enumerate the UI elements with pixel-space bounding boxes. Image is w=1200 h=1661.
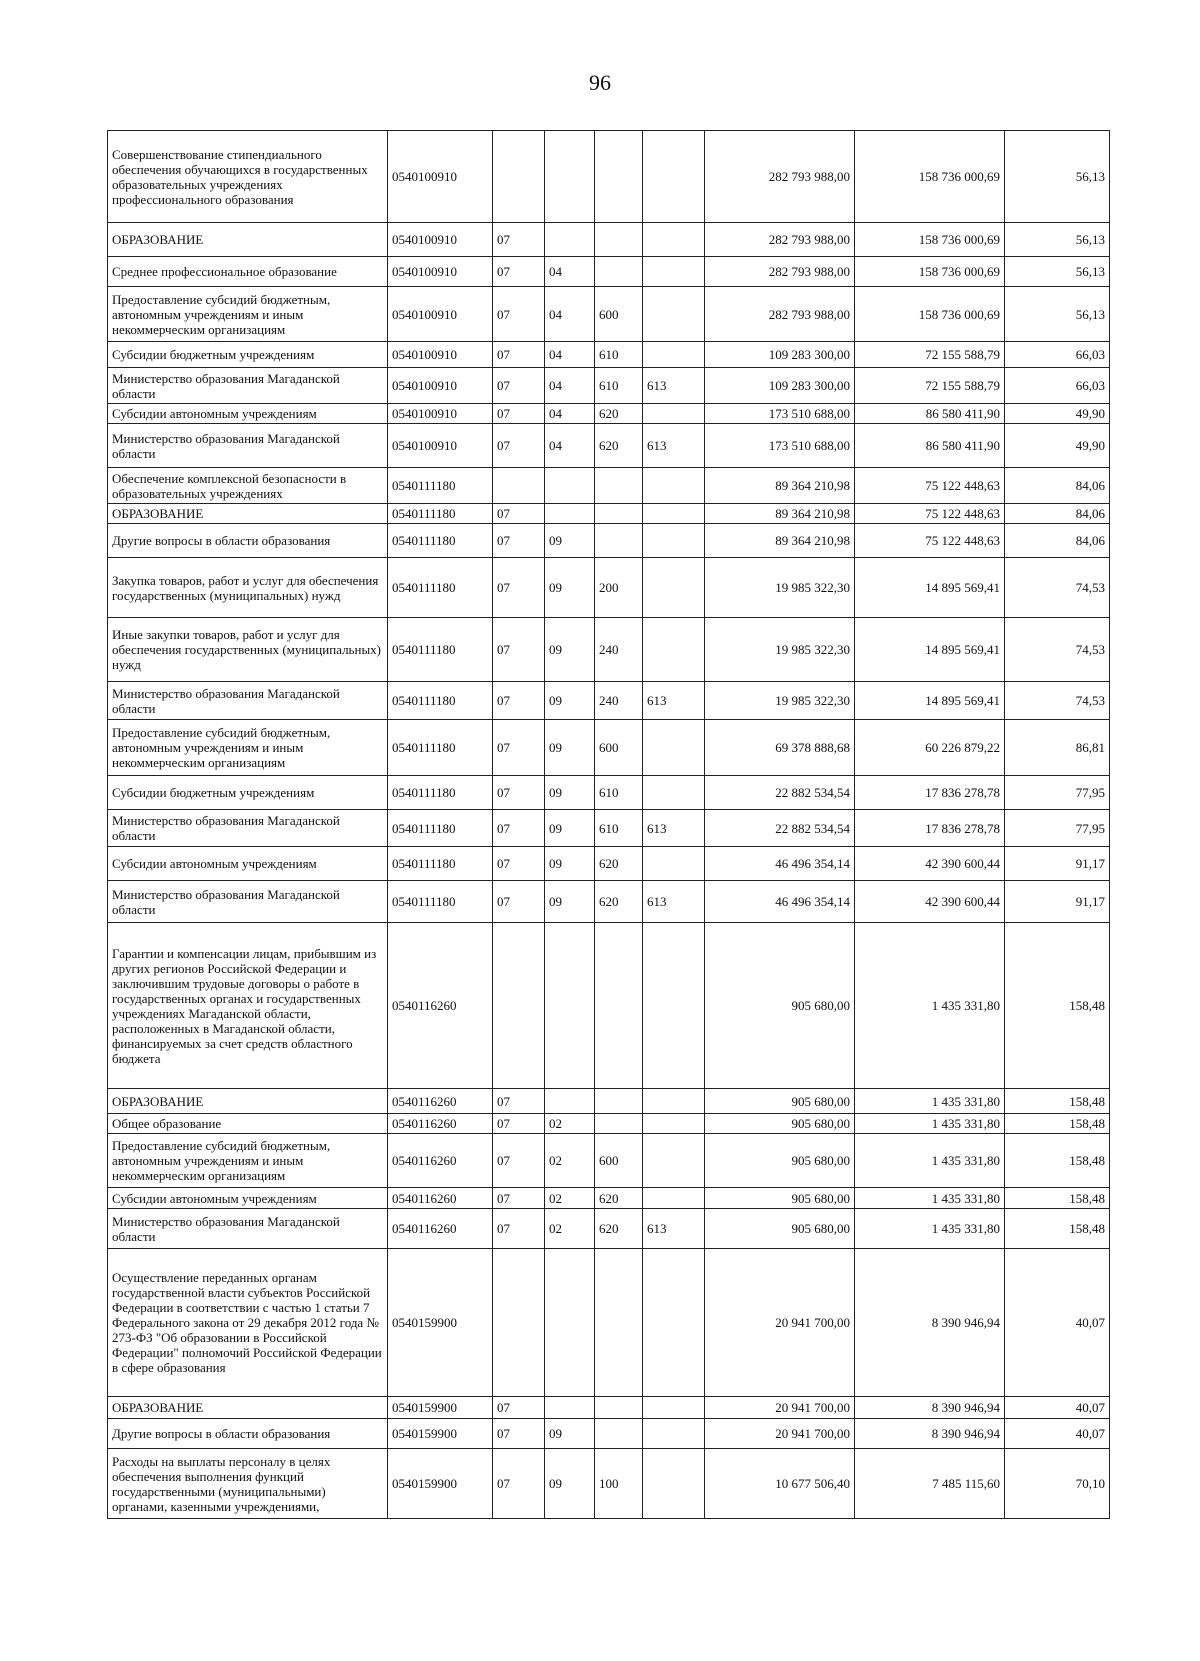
row-expense-type: 610 bbox=[595, 776, 643, 810]
table-row bbox=[108, 810, 1110, 847]
table-row bbox=[108, 368, 1110, 404]
row-grbs-code bbox=[643, 1249, 705, 1397]
row-expense-type: 610 bbox=[595, 810, 643, 847]
row-section: 07 bbox=[493, 342, 545, 368]
row-grbs-code bbox=[643, 923, 705, 1089]
row-execution-percent: 84,06 bbox=[1005, 504, 1110, 524]
row-actual-amount: 158 736 000,69 bbox=[855, 257, 1005, 287]
row-target-code: 0540100910 bbox=[388, 223, 493, 257]
row-name: Субсидии автономным учреждениям bbox=[108, 1188, 388, 1209]
row-actual-amount: 158 736 000,69 bbox=[855, 287, 1005, 342]
row-section: 07 bbox=[493, 257, 545, 287]
row-subsection: 04 bbox=[545, 368, 595, 404]
table-row bbox=[108, 558, 1110, 618]
row-name: Субсидии бюджетным учреждениям bbox=[108, 776, 388, 810]
row-expense-type bbox=[595, 923, 643, 1089]
row-section: 07 bbox=[493, 1134, 545, 1188]
row-expense-type bbox=[595, 524, 643, 558]
row-name: Совершенствование стипендиального обеспечения обучающихся в государственных образовательных учреждениях профессионального образования bbox=[108, 131, 388, 223]
row-actual-amount: 8 390 946,94 bbox=[855, 1249, 1005, 1397]
row-section: 07 bbox=[493, 847, 545, 881]
table-row bbox=[108, 504, 1110, 524]
row-expense-type bbox=[595, 1419, 643, 1449]
row-target-code: 0540111180 bbox=[388, 847, 493, 881]
row-plan-amount: 905 680,00 bbox=[705, 923, 855, 1089]
row-grbs-code bbox=[643, 1449, 705, 1519]
row-section bbox=[493, 923, 545, 1089]
row-plan-amount: 905 680,00 bbox=[705, 1188, 855, 1209]
row-execution-percent: 84,06 bbox=[1005, 524, 1110, 558]
row-execution-percent: 84,06 bbox=[1005, 468, 1110, 504]
row-actual-amount: 1 435 331,80 bbox=[855, 1114, 1005, 1134]
row-execution-percent: 158,48 bbox=[1005, 1134, 1110, 1188]
row-name: Субсидии автономным учреждениям bbox=[108, 404, 388, 424]
row-subsection bbox=[545, 131, 595, 223]
row-section: 07 bbox=[493, 558, 545, 618]
row-name: ОБРАЗОВАНИЕ bbox=[108, 504, 388, 524]
row-expense-type bbox=[595, 1114, 643, 1134]
row-actual-amount: 75 122 448,63 bbox=[855, 524, 1005, 558]
row-name: ОБРАЗОВАНИЕ bbox=[108, 223, 388, 257]
table-row bbox=[108, 287, 1110, 342]
row-expense-type: 610 bbox=[595, 368, 643, 404]
row-plan-amount: 109 283 300,00 bbox=[705, 342, 855, 368]
row-execution-percent: 77,95 bbox=[1005, 810, 1110, 847]
row-subsection: 02 bbox=[545, 1114, 595, 1134]
row-actual-amount: 86 580 411,90 bbox=[855, 404, 1005, 424]
row-execution-percent: 49,90 bbox=[1005, 424, 1110, 468]
table-row bbox=[108, 1449, 1110, 1519]
row-expense-type: 600 bbox=[595, 720, 643, 776]
row-target-code: 0540100910 bbox=[388, 287, 493, 342]
table-row bbox=[108, 468, 1110, 504]
table-row bbox=[108, 682, 1110, 720]
row-subsection bbox=[545, 504, 595, 524]
row-plan-amount: 905 680,00 bbox=[705, 1134, 855, 1188]
row-section: 07 bbox=[493, 404, 545, 424]
row-target-code: 0540116260 bbox=[388, 1209, 493, 1249]
row-target-code: 0540116260 bbox=[388, 1089, 493, 1114]
table-row bbox=[108, 618, 1110, 682]
row-target-code: 0540116260 bbox=[388, 1134, 493, 1188]
row-expense-type bbox=[595, 131, 643, 223]
row-plan-amount: 173 510 688,00 bbox=[705, 404, 855, 424]
row-plan-amount: 282 793 988,00 bbox=[705, 131, 855, 223]
row-expense-type: 240 bbox=[595, 682, 643, 720]
row-actual-amount: 8 390 946,94 bbox=[855, 1397, 1005, 1419]
row-grbs-code: 613 bbox=[643, 424, 705, 468]
row-name: ОБРАЗОВАНИЕ bbox=[108, 1089, 388, 1114]
row-target-code: 0540100910 bbox=[388, 368, 493, 404]
row-grbs-code bbox=[643, 524, 705, 558]
row-target-code: 0540116260 bbox=[388, 923, 493, 1089]
row-grbs-code bbox=[643, 287, 705, 342]
row-plan-amount: 19 985 322,30 bbox=[705, 682, 855, 720]
row-grbs-code bbox=[643, 223, 705, 257]
row-expense-type bbox=[595, 504, 643, 524]
row-name: Гарантии и компенсации лицам, прибывшим из других регионов Российской Федерации и заключившим трудовые договоры о работе в государственных органах и государственных учреждениях Магаданской области, расположенных в Магаданской области, финансируемых за счет средств областного бюджета bbox=[108, 923, 388, 1089]
row-execution-percent: 91,17 bbox=[1005, 847, 1110, 881]
row-section: 07 bbox=[493, 1188, 545, 1209]
row-section: 07 bbox=[493, 1089, 545, 1114]
row-section bbox=[493, 1249, 545, 1397]
row-actual-amount: 42 390 600,44 bbox=[855, 847, 1005, 881]
row-execution-percent: 74,53 bbox=[1005, 618, 1110, 682]
row-name: Министерство образования Магаданской области bbox=[108, 682, 388, 720]
row-expense-type bbox=[595, 1089, 643, 1114]
row-actual-amount: 60 226 879,22 bbox=[855, 720, 1005, 776]
row-target-code: 0540111180 bbox=[388, 776, 493, 810]
row-section: 07 bbox=[493, 524, 545, 558]
budget-execution-table bbox=[107, 130, 1110, 1519]
row-section: 07 bbox=[493, 1209, 545, 1249]
row-expense-type: 620 bbox=[595, 1188, 643, 1209]
row-name: Другие вопросы в области образования bbox=[108, 524, 388, 558]
row-section: 07 bbox=[493, 810, 545, 847]
table-row bbox=[108, 1089, 1110, 1114]
row-name: Среднее профессиональное образование bbox=[108, 257, 388, 287]
row-name: Предоставление субсидий бюджетным, автономным учреждениям и иным некоммерческим организациям bbox=[108, 1134, 388, 1188]
row-grbs-code bbox=[643, 776, 705, 810]
row-expense-type bbox=[595, 468, 643, 504]
row-plan-amount: 22 882 534,54 bbox=[705, 776, 855, 810]
row-execution-percent: 56,13 bbox=[1005, 131, 1110, 223]
row-target-code: 0540100910 bbox=[388, 342, 493, 368]
row-expense-type: 240 bbox=[595, 618, 643, 682]
row-grbs-code bbox=[643, 1114, 705, 1134]
row-grbs-code: 613 bbox=[643, 368, 705, 404]
table-row bbox=[108, 881, 1110, 923]
row-execution-percent: 40,07 bbox=[1005, 1397, 1110, 1419]
row-expense-type: 620 bbox=[595, 424, 643, 468]
row-subsection: 04 bbox=[545, 287, 595, 342]
row-actual-amount: 7 485 115,60 bbox=[855, 1449, 1005, 1519]
row-subsection: 09 bbox=[545, 524, 595, 558]
row-expense-type: 620 bbox=[595, 847, 643, 881]
table-row bbox=[108, 776, 1110, 810]
table-row bbox=[108, 720, 1110, 776]
row-actual-amount: 1 435 331,80 bbox=[855, 1089, 1005, 1114]
row-target-code: 0540100910 bbox=[388, 257, 493, 287]
table-row bbox=[108, 1209, 1110, 1249]
row-name: Закупка товаров, работ и услуг для обеспечения государственных (муниципальных) нужд bbox=[108, 558, 388, 618]
row-execution-percent: 56,13 bbox=[1005, 287, 1110, 342]
row-execution-percent: 158,48 bbox=[1005, 1188, 1110, 1209]
table-row bbox=[108, 1249, 1110, 1397]
table-body bbox=[108, 131, 1110, 1519]
row-grbs-code bbox=[643, 558, 705, 618]
row-actual-amount: 72 155 588,79 bbox=[855, 342, 1005, 368]
row-execution-percent: 158,48 bbox=[1005, 1209, 1110, 1249]
row-plan-amount: 20 941 700,00 bbox=[705, 1397, 855, 1419]
row-execution-percent: 40,07 bbox=[1005, 1419, 1110, 1449]
page-number: 96 bbox=[589, 70, 611, 95]
table-row bbox=[108, 923, 1110, 1089]
row-actual-amount: 1 435 331,80 bbox=[855, 1188, 1005, 1209]
row-execution-percent: 66,03 bbox=[1005, 342, 1110, 368]
row-target-code: 0540111180 bbox=[388, 558, 493, 618]
table-row bbox=[108, 404, 1110, 424]
row-plan-amount: 19 985 322,30 bbox=[705, 618, 855, 682]
row-subsection bbox=[545, 1249, 595, 1397]
row-name: Министерство образования Магаданской области bbox=[108, 368, 388, 404]
row-subsection bbox=[545, 1397, 595, 1419]
row-grbs-code: 613 bbox=[643, 810, 705, 847]
table-row bbox=[108, 257, 1110, 287]
row-section: 07 bbox=[493, 720, 545, 776]
row-grbs-code bbox=[643, 618, 705, 682]
row-subsection: 04 bbox=[545, 342, 595, 368]
row-grbs-code bbox=[643, 404, 705, 424]
row-plan-amount: 282 793 988,00 bbox=[705, 223, 855, 257]
row-actual-amount: 86 580 411,90 bbox=[855, 424, 1005, 468]
row-target-code: 0540111180 bbox=[388, 881, 493, 923]
row-subsection: 09 bbox=[545, 847, 595, 881]
row-section: 07 bbox=[493, 223, 545, 257]
row-section: 07 bbox=[493, 1114, 545, 1134]
row-plan-amount: 282 793 988,00 bbox=[705, 287, 855, 342]
row-name: Иные закупки товаров, работ и услуг для обеспечения государственных (муниципальных) нужд bbox=[108, 618, 388, 682]
table-row bbox=[108, 424, 1110, 468]
row-expense-type bbox=[595, 257, 643, 287]
row-name: Министерство образования Магаданской области bbox=[108, 424, 388, 468]
row-actual-amount: 42 390 600,44 bbox=[855, 881, 1005, 923]
row-expense-type: 620 bbox=[595, 404, 643, 424]
row-grbs-code bbox=[643, 1397, 705, 1419]
row-grbs-code bbox=[643, 131, 705, 223]
row-subsection: 09 bbox=[545, 558, 595, 618]
row-actual-amount: 14 895 569,41 bbox=[855, 618, 1005, 682]
row-name: Расходы на выплаты персоналу в целях обеспечения выполнения функций государственными (муниципальными) органами, казенными учреждениями, bbox=[108, 1449, 388, 1519]
row-execution-percent: 74,53 bbox=[1005, 558, 1110, 618]
row-expense-type bbox=[595, 223, 643, 257]
row-grbs-code bbox=[643, 1419, 705, 1449]
row-name: Предоставление субсидий бюджетным, автономным учреждениям и иным некоммерческим организациям bbox=[108, 287, 388, 342]
row-execution-percent: 77,95 bbox=[1005, 776, 1110, 810]
row-subsection: 09 bbox=[545, 618, 595, 682]
row-execution-percent: 56,13 bbox=[1005, 223, 1110, 257]
row-section: 07 bbox=[493, 1449, 545, 1519]
row-actual-amount: 1 435 331,80 bbox=[855, 1209, 1005, 1249]
row-execution-percent: 49,90 bbox=[1005, 404, 1110, 424]
row-execution-percent: 74,53 bbox=[1005, 682, 1110, 720]
row-name: Другие вопросы в области образования bbox=[108, 1419, 388, 1449]
row-target-code: 0540159900 bbox=[388, 1419, 493, 1449]
row-plan-amount: 109 283 300,00 bbox=[705, 368, 855, 404]
row-plan-amount: 89 364 210,98 bbox=[705, 524, 855, 558]
row-execution-percent: 158,48 bbox=[1005, 1089, 1110, 1114]
row-subsection: 09 bbox=[545, 776, 595, 810]
row-name: Министерство образования Магаданской области bbox=[108, 1209, 388, 1249]
row-subsection bbox=[545, 1089, 595, 1114]
row-subsection: 09 bbox=[545, 810, 595, 847]
row-subsection: 02 bbox=[545, 1209, 595, 1249]
row-actual-amount: 158 736 000,69 bbox=[855, 223, 1005, 257]
row-target-code: 0540100910 bbox=[388, 424, 493, 468]
row-target-code: 0540116260 bbox=[388, 1114, 493, 1134]
row-expense-type bbox=[595, 1249, 643, 1397]
row-actual-amount: 75 122 448,63 bbox=[855, 504, 1005, 524]
row-plan-amount: 46 496 354,14 bbox=[705, 881, 855, 923]
row-section bbox=[493, 131, 545, 223]
table-row bbox=[108, 1114, 1110, 1134]
row-expense-type: 600 bbox=[595, 1134, 643, 1188]
row-subsection bbox=[545, 468, 595, 504]
row-plan-amount: 69 378 888,68 bbox=[705, 720, 855, 776]
table-row bbox=[108, 847, 1110, 881]
row-grbs-code: 613 bbox=[643, 1209, 705, 1249]
row-actual-amount: 8 390 946,94 bbox=[855, 1419, 1005, 1449]
row-execution-percent: 40,07 bbox=[1005, 1249, 1110, 1397]
row-section: 07 bbox=[493, 881, 545, 923]
row-execution-percent: 91,17 bbox=[1005, 881, 1110, 923]
row-name: Министерство образования Магаданской области bbox=[108, 881, 388, 923]
row-subsection: 04 bbox=[545, 404, 595, 424]
table-row bbox=[108, 1188, 1110, 1209]
row-plan-amount: 282 793 988,00 bbox=[705, 257, 855, 287]
row-target-code: 0540100910 bbox=[388, 404, 493, 424]
row-target-code: 0540111180 bbox=[388, 504, 493, 524]
row-target-code: 0540111180 bbox=[388, 468, 493, 504]
row-actual-amount: 1 435 331,80 bbox=[855, 923, 1005, 1089]
row-actual-amount: 14 895 569,41 bbox=[855, 682, 1005, 720]
row-execution-percent: 158,48 bbox=[1005, 1114, 1110, 1134]
row-actual-amount: 158 736 000,69 bbox=[855, 131, 1005, 223]
row-grbs-code bbox=[643, 342, 705, 368]
row-grbs-code bbox=[643, 847, 705, 881]
row-target-code: 0540111180 bbox=[388, 682, 493, 720]
row-name: Осуществление переданных органам государственной власти субъектов Российской Федерации в соответствии с частью 1 статьи 7 Федерального закона от 29 декабря 2012 года № 273-ФЗ "Об образовании в Российской Федерации" полномочий Российской Федерации в сфере образования bbox=[108, 1249, 388, 1397]
table-row bbox=[108, 1397, 1110, 1419]
table-row bbox=[108, 342, 1110, 368]
row-section: 07 bbox=[493, 504, 545, 524]
table-row bbox=[108, 524, 1110, 558]
row-name: Обеспечение комплексной безопасности в образовательных учреждениях bbox=[108, 468, 388, 504]
row-plan-amount: 22 882 534,54 bbox=[705, 810, 855, 847]
row-target-code: 0540116260 bbox=[388, 1188, 493, 1209]
row-section: 07 bbox=[493, 424, 545, 468]
row-name: Министерство образования Магаданской области bbox=[108, 810, 388, 847]
row-plan-amount: 10 677 506,40 bbox=[705, 1449, 855, 1519]
row-actual-amount: 17 836 278,78 bbox=[855, 810, 1005, 847]
row-name: Общее образование bbox=[108, 1114, 388, 1134]
row-grbs-code bbox=[643, 1089, 705, 1114]
row-target-code: 0540159900 bbox=[388, 1249, 493, 1397]
row-actual-amount: 1 435 331,80 bbox=[855, 1134, 1005, 1188]
row-subsection bbox=[545, 923, 595, 1089]
row-plan-amount: 19 985 322,30 bbox=[705, 558, 855, 618]
row-grbs-code bbox=[643, 504, 705, 524]
row-grbs-code bbox=[643, 720, 705, 776]
row-subsection: 09 bbox=[545, 881, 595, 923]
row-grbs-code bbox=[643, 1188, 705, 1209]
row-section: 07 bbox=[493, 368, 545, 404]
row-actual-amount: 72 155 588,79 bbox=[855, 368, 1005, 404]
row-name: Субсидии бюджетным учреждениям bbox=[108, 342, 388, 368]
row-expense-type: 620 bbox=[595, 881, 643, 923]
table-row bbox=[108, 1134, 1110, 1188]
table-row bbox=[108, 131, 1110, 223]
row-plan-amount: 905 680,00 bbox=[705, 1089, 855, 1114]
row-execution-percent: 158,48 bbox=[1005, 923, 1110, 1089]
row-target-code: 0540159900 bbox=[388, 1397, 493, 1419]
row-expense-type: 200 bbox=[595, 558, 643, 618]
row-plan-amount: 173 510 688,00 bbox=[705, 424, 855, 468]
row-section: 07 bbox=[493, 1419, 545, 1449]
table-row bbox=[108, 1419, 1110, 1449]
row-plan-amount: 20 941 700,00 bbox=[705, 1249, 855, 1397]
row-subsection: 02 bbox=[545, 1134, 595, 1188]
row-expense-type: 600 bbox=[595, 287, 643, 342]
row-actual-amount: 14 895 569,41 bbox=[855, 558, 1005, 618]
row-target-code: 0540100910 bbox=[388, 131, 493, 223]
row-section: 07 bbox=[493, 682, 545, 720]
row-subsection: 09 bbox=[545, 720, 595, 776]
row-grbs-code: 613 bbox=[643, 682, 705, 720]
row-actual-amount: 75 122 448,63 bbox=[855, 468, 1005, 504]
row-subsection: 02 bbox=[545, 1188, 595, 1209]
row-section: 07 bbox=[493, 776, 545, 810]
row-target-code: 0540111180 bbox=[388, 810, 493, 847]
row-expense-type: 620 bbox=[595, 1209, 643, 1249]
row-plan-amount: 89 364 210,98 bbox=[705, 468, 855, 504]
row-grbs-code bbox=[643, 257, 705, 287]
row-execution-percent: 70,10 bbox=[1005, 1449, 1110, 1519]
table-row bbox=[108, 223, 1110, 257]
row-plan-amount: 905 680,00 bbox=[705, 1114, 855, 1134]
row-subsection: 04 bbox=[545, 257, 595, 287]
row-plan-amount: 46 496 354,14 bbox=[705, 847, 855, 881]
row-plan-amount: 89 364 210,98 bbox=[705, 504, 855, 524]
row-section bbox=[493, 468, 545, 504]
row-name: Субсидии автономным учреждениям bbox=[108, 847, 388, 881]
row-execution-percent: 56,13 bbox=[1005, 257, 1110, 287]
row-target-code: 0540111180 bbox=[388, 720, 493, 776]
row-target-code: 0540159900 bbox=[388, 1449, 493, 1519]
row-section: 07 bbox=[493, 287, 545, 342]
row-subsection: 09 bbox=[545, 682, 595, 720]
row-subsection: 04 bbox=[545, 424, 595, 468]
row-expense-type: 100 bbox=[595, 1449, 643, 1519]
row-execution-percent: 66,03 bbox=[1005, 368, 1110, 404]
row-subsection: 09 bbox=[545, 1449, 595, 1519]
row-subsection: 09 bbox=[545, 1419, 595, 1449]
row-expense-type: 610 bbox=[595, 342, 643, 368]
row-grbs-code bbox=[643, 468, 705, 504]
row-expense-type bbox=[595, 1397, 643, 1419]
row-target-code: 0540111180 bbox=[388, 618, 493, 682]
row-section: 07 bbox=[493, 618, 545, 682]
row-grbs-code bbox=[643, 1134, 705, 1188]
row-actual-amount: 17 836 278,78 bbox=[855, 776, 1005, 810]
row-grbs-code: 613 bbox=[643, 881, 705, 923]
row-name: ОБРАЗОВАНИЕ bbox=[108, 1397, 388, 1419]
row-subsection bbox=[545, 223, 595, 257]
row-execution-percent: 86,81 bbox=[1005, 720, 1110, 776]
row-target-code: 0540111180 bbox=[388, 524, 493, 558]
row-name: Предоставление субсидий бюджетным, автономным учреждениям и иным некоммерческим организациям bbox=[108, 720, 388, 776]
row-section: 07 bbox=[493, 1397, 545, 1419]
row-plan-amount: 20 941 700,00 bbox=[705, 1419, 855, 1449]
row-plan-amount: 905 680,00 bbox=[705, 1209, 855, 1249]
